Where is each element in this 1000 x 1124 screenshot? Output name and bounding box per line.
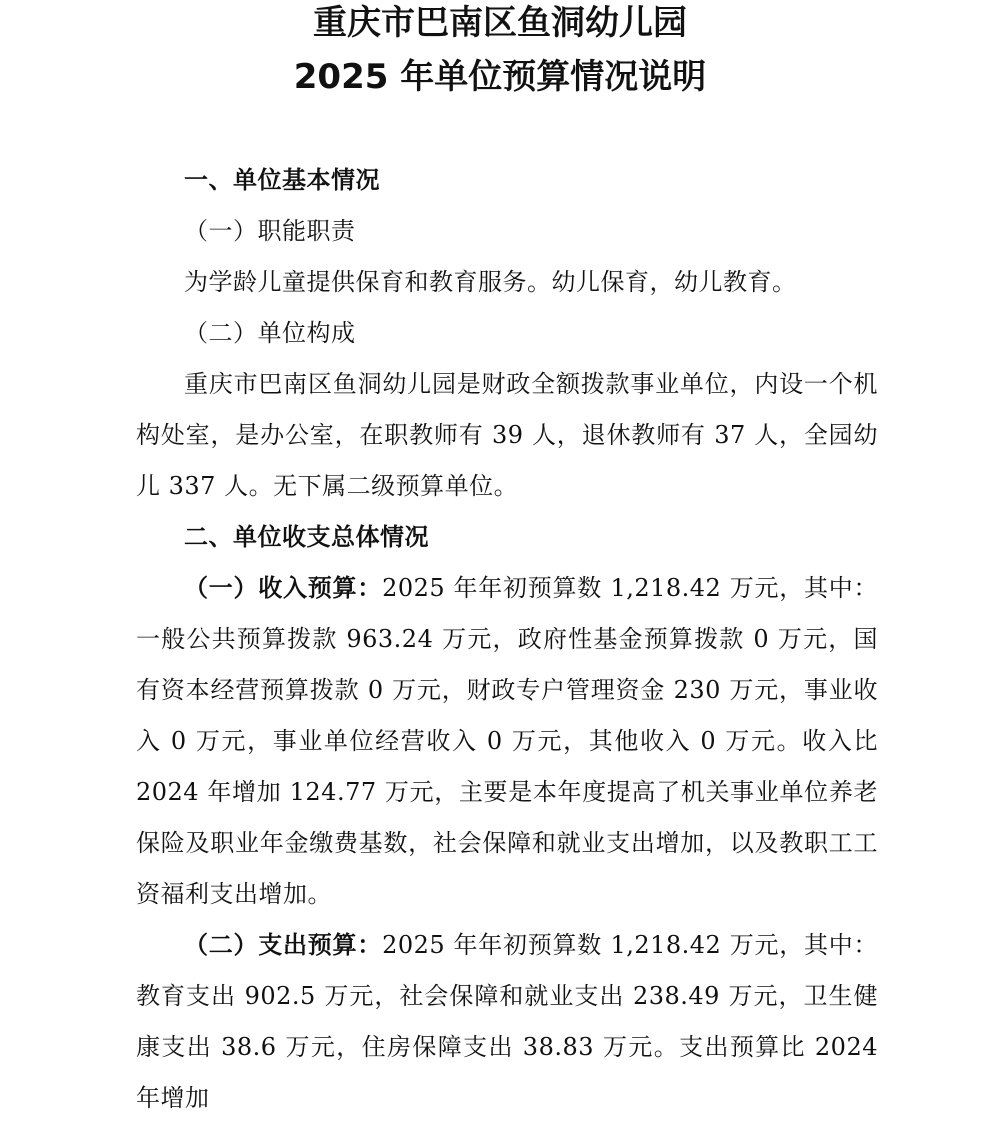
section-heading-budget-overview: 二、单位收支总体情况 [184,523,429,551]
paragraph-expense-budget [136,920,878,1124]
section-heading-basic-info: 一、单位基本情况 [184,166,380,194]
subheading-composition: （二）单位构成 [184,319,356,347]
paragraph-income-budget [136,563,878,920]
document-title [0,0,1000,104]
title-line-1: 重庆市巴南区鱼洞幼儿园 [313,3,687,43]
document-body [136,155,878,1124]
paragraph-functions: 为学龄儿童提供保育和教育服务。幼儿保育，幼儿教育。 [184,268,797,296]
title-line-2: 2025 年单位预算情况说明 [293,57,707,97]
paragraph-composition: 重庆市巴南区鱼洞幼儿园是财政全额拨款事业单位，内设一个机构处室，是办公室，在职教师有 39 人，退休教师有 37 人，全园幼儿 337 人。无下属二级预算单位。 [136,370,878,500]
expense-budget-text: 2025 年年初预算数 1,218.42 万元，其中：教育支出 902.5 万元，社会保障和就业支出 238.49 万元，卫生健康支出 38.6 万元，住房保障支出 38.83 万元。支出预算比 2024 年增加 [136,931,879,1112]
income-budget-label: （一）收入预算： [184,574,383,602]
subheading-functions: （一）职能职责 [184,217,356,245]
expense-budget-label: （二）支出预算： [184,931,383,959]
income-budget-text: 2025 年年初预算数 1,218.42 万元，其中：一般公共预算拨款 963.24 万元，政府性基金预算拨款 0 万元，国有资本经营预算拨款 0 万元，财政专户管理资金 230 万元，事业收入 0 万元，事业单位经营收入 0 万元，其他收入 0 万元。收入比 2024 年增加 124.77 万元，主要是本年度提高了机关事业单位养老保险及职业年金缴费基数，社会保障和就业支出增加，以及教职工工资福利支出增加。 [136,574,879,908]
